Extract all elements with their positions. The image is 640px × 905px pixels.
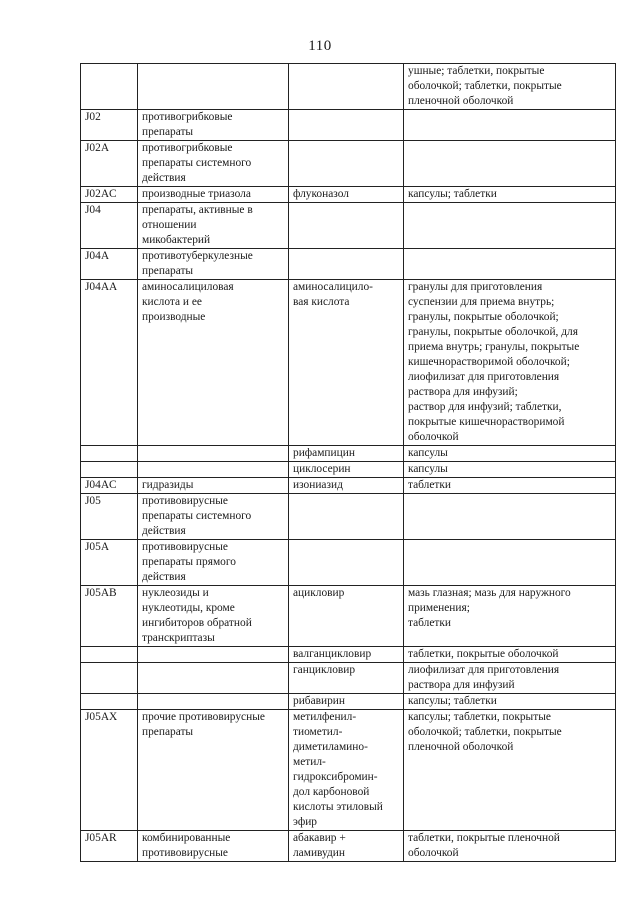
table-row bbox=[81, 187, 616, 203]
drug-name-cell: флуконазол bbox=[289, 187, 404, 203]
table-row bbox=[81, 494, 616, 540]
drug-name-cell bbox=[289, 249, 404, 280]
atc-code-cell: J05 bbox=[81, 494, 138, 540]
dosage-form-cell: мазь глазная; мазь для наружного применения; таблетки bbox=[404, 586, 616, 647]
atc-code-cell bbox=[81, 446, 138, 462]
dosage-form-cell: капсулы bbox=[404, 446, 616, 462]
drug-name-cell bbox=[289, 64, 404, 110]
atc-code-cell: J04 bbox=[81, 203, 138, 249]
group-name-cell bbox=[138, 663, 289, 694]
group-name-cell: противовирусные препараты системного действия bbox=[138, 494, 289, 540]
table-row bbox=[81, 141, 616, 187]
group-name-cell: производные триазола bbox=[138, 187, 289, 203]
dosage-form-cell bbox=[404, 141, 616, 187]
atc-code-cell: J02A bbox=[81, 141, 138, 187]
group-name-cell: аминосалициловая кислота и ее производные bbox=[138, 280, 289, 446]
table-row bbox=[81, 694, 616, 710]
table-row bbox=[81, 647, 616, 663]
dosage-form-cell: капсулы; таблетки, покрытые оболочкой; таблетки, покрытые пленочной оболочкой bbox=[404, 710, 616, 831]
group-name-cell bbox=[138, 647, 289, 663]
atc-code-cell: J05AB bbox=[81, 586, 138, 647]
group-name-cell bbox=[138, 64, 289, 110]
drug-name-cell: изониазид bbox=[289, 478, 404, 494]
atc-code-cell bbox=[81, 663, 138, 694]
atc-code-cell: J04AC bbox=[81, 478, 138, 494]
dosage-form-cell bbox=[404, 249, 616, 280]
drug-name-cell bbox=[289, 141, 404, 187]
dosage-form-cell: капсулы bbox=[404, 462, 616, 478]
group-name-cell bbox=[138, 462, 289, 478]
table-row bbox=[81, 203, 616, 249]
dosage-form-cell: капсулы; таблетки bbox=[404, 694, 616, 710]
dosage-form-cell: таблетки, покрытые пленочной оболочкой bbox=[404, 831, 616, 862]
table-row bbox=[81, 110, 616, 141]
dosage-form-cell: лиофилизат для приготовления раствора для инфузий bbox=[404, 663, 616, 694]
dosage-form-cell: гранулы для приготовления суспензии для приема внутрь; гранулы, покрытые оболочкой; гранулы, покрытые оболочкой, для приема внутрь; гранулы, покрытые кишечнорастворимой оболочкой; лиофилизат для приготовления раствора для инфузий; раствор для инфузий; таблетки, покрытые кишечнорастворимой оболочкой bbox=[404, 280, 616, 446]
table-row bbox=[81, 710, 616, 831]
atc-code-cell: J04AA bbox=[81, 280, 138, 446]
table-row bbox=[81, 446, 616, 462]
table-row bbox=[81, 280, 616, 446]
group-name-cell: нуклеозиды и нуклеотиды, кроме ингибиторов обратной транскриптазы bbox=[138, 586, 289, 647]
atc-code-cell bbox=[81, 462, 138, 478]
page-number: 110 bbox=[308, 38, 332, 54]
dosage-form-cell: капсулы; таблетки bbox=[404, 187, 616, 203]
drug-name-cell: абакавир + ламивудин bbox=[289, 831, 404, 862]
table-row bbox=[81, 64, 616, 110]
drug-name-cell bbox=[289, 110, 404, 141]
table-row bbox=[81, 586, 616, 647]
dosage-form-cell bbox=[404, 203, 616, 249]
atc-code-cell: J05AR bbox=[81, 831, 138, 862]
dosage-form-cell bbox=[404, 494, 616, 540]
drug-table-body bbox=[81, 64, 616, 862]
atc-code-cell: J05A bbox=[81, 540, 138, 586]
dosage-form-cell: таблетки bbox=[404, 478, 616, 494]
drug-name-cell: метилфенил- тиометил- диметиламино- метил- гидроксибромин- дол карбоновой кислоты этиловый эфир bbox=[289, 710, 404, 831]
drug-table bbox=[80, 63, 616, 862]
group-name-cell: противогрибковые препараты bbox=[138, 110, 289, 141]
group-name-cell: прочие противовирусные препараты bbox=[138, 710, 289, 831]
drug-name-cell: валганцикловир bbox=[289, 647, 404, 663]
drug-name-cell: аминосалицило- вая кислота bbox=[289, 280, 404, 446]
table-row bbox=[81, 663, 616, 694]
group-name-cell: препараты, активные в отношении микобактерий bbox=[138, 203, 289, 249]
drug-name-cell: рифампицин bbox=[289, 446, 404, 462]
drug-name-cell bbox=[289, 540, 404, 586]
drug-name-cell bbox=[289, 203, 404, 249]
drug-name-cell: циклосерин bbox=[289, 462, 404, 478]
table-row bbox=[81, 478, 616, 494]
group-name-cell bbox=[138, 694, 289, 710]
atc-code-cell bbox=[81, 64, 138, 110]
table-row bbox=[81, 540, 616, 586]
table-row bbox=[81, 249, 616, 280]
table-row bbox=[81, 462, 616, 478]
drug-name-cell: ганцикловир bbox=[289, 663, 404, 694]
table-row bbox=[81, 831, 616, 862]
group-name-cell: противовирусные препараты прямого действия bbox=[138, 540, 289, 586]
atc-code-cell: J02AC bbox=[81, 187, 138, 203]
drug-name-cell bbox=[289, 494, 404, 540]
group-name-cell: гидразиды bbox=[138, 478, 289, 494]
atc-code-cell: J02 bbox=[81, 110, 138, 141]
group-name-cell: комбинированные противовирусные bbox=[138, 831, 289, 862]
group-name-cell bbox=[138, 446, 289, 462]
atc-code-cell bbox=[81, 647, 138, 663]
drug-name-cell: рибавирин bbox=[289, 694, 404, 710]
group-name-cell: противогрибковые препараты системного действия bbox=[138, 141, 289, 187]
dosage-form-cell bbox=[404, 110, 616, 141]
atc-code-cell: J04A bbox=[81, 249, 138, 280]
atc-code-cell: J05AX bbox=[81, 710, 138, 831]
dosage-form-cell bbox=[404, 540, 616, 586]
dosage-form-cell: таблетки, покрытые оболочкой bbox=[404, 647, 616, 663]
drug-name-cell: ацикловир bbox=[289, 586, 404, 647]
atc-code-cell bbox=[81, 694, 138, 710]
group-name-cell: противотуберкулезные препараты bbox=[138, 249, 289, 280]
dosage-form-cell: ушные; таблетки, покрытые оболочкой; таблетки, покрытые пленочной оболочкой bbox=[404, 64, 616, 110]
